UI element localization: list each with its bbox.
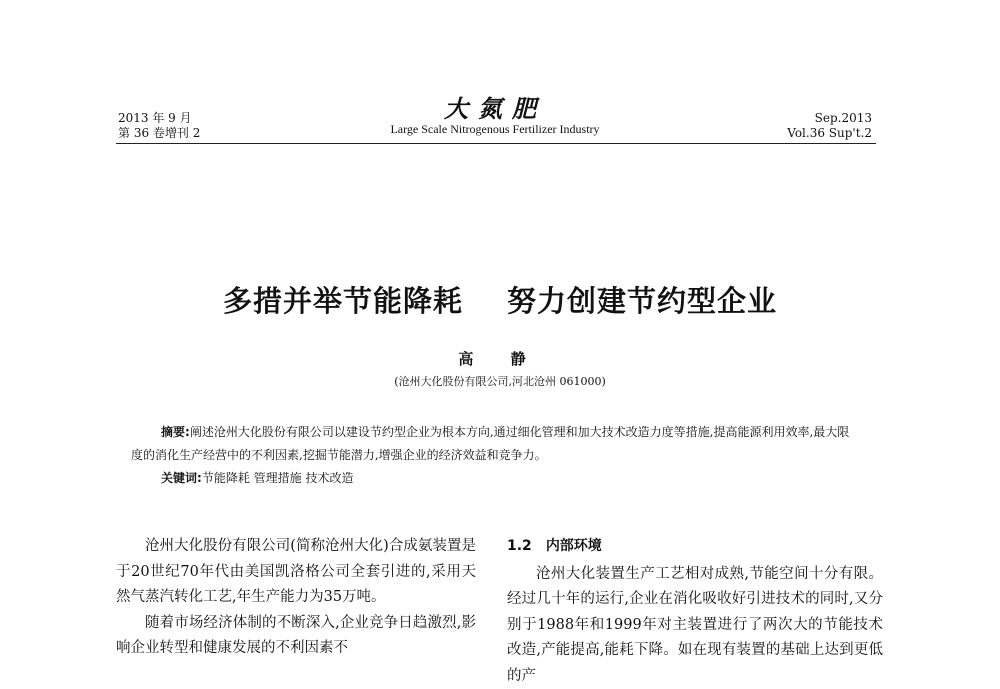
issue-date: 2013 年 9 月 xyxy=(118,111,200,126)
section-title: 内部环境 xyxy=(546,538,602,554)
volume-issue: 第 36 卷增刊 2 xyxy=(118,126,200,141)
journal-logo: 大氮肥 xyxy=(360,96,630,122)
keywords-label: 关键词: xyxy=(161,471,202,485)
keywords-text: 节能降耗 管理措施 技术改造 xyxy=(202,471,354,485)
header-right xyxy=(787,111,872,141)
author-name: 高 静 xyxy=(0,348,1000,369)
paragraph: 沧州大化股份有限公司(简称沧州大化)合成氨装置是于20世纪70年代由美国凯洛格公司全套引进的,采用天然气蒸汽转化工艺,年生产能力为35万吨。 xyxy=(116,534,476,611)
title-part-2: 努力创建节约型企业 xyxy=(507,284,777,318)
abstract-label: 摘要: xyxy=(161,425,190,439)
header-left xyxy=(118,111,200,141)
author-affiliation: (沧州大化股份有限公司,河北沧州 061000) xyxy=(0,373,1000,389)
title-part-1: 多措并举节能降耗 xyxy=(223,284,463,318)
journal-english-name: Large Scale Nitrogenous Fertilizer Industry xyxy=(360,122,630,136)
issue-date-en: Sep.2013 xyxy=(787,111,872,126)
body-right-column xyxy=(507,534,883,689)
section-number: 1.2 xyxy=(507,538,532,554)
body-left-column xyxy=(116,534,476,662)
keywords xyxy=(161,469,353,486)
header-rule xyxy=(116,143,876,144)
abstract-text: 阐述沧州大化股份有限公司以建设节约型企业为根本方向,通过细化管理和加大技术改造力度等措施,提高能源利用效率,最大限度的消化生产经营中的不利因素,挖掘节能潜力,增强企业的经济效益和竞争力。 xyxy=(131,425,849,462)
article-title xyxy=(0,279,1000,320)
section-heading xyxy=(507,534,883,560)
header-center xyxy=(360,96,630,136)
paragraph: 沧州大化装置生产工艺相对成熟,节能空间十分有限。经过几十年的运行,企业在消化吸收好引进技术的同时,又分别于1988年和1999年对主装置进行了两次大的节能技术改造,产能提高,能耗下降。如在现有装置的基础上达到更低的产 xyxy=(507,562,883,689)
paragraph: 随着市场经济体制的不断深入,企业竞争日趋激烈,影响企业转型和健康发展的不利因素不 xyxy=(116,611,476,662)
abstract xyxy=(131,421,861,467)
volume-issue-en: Vol.36 Sup't.2 xyxy=(787,126,872,141)
